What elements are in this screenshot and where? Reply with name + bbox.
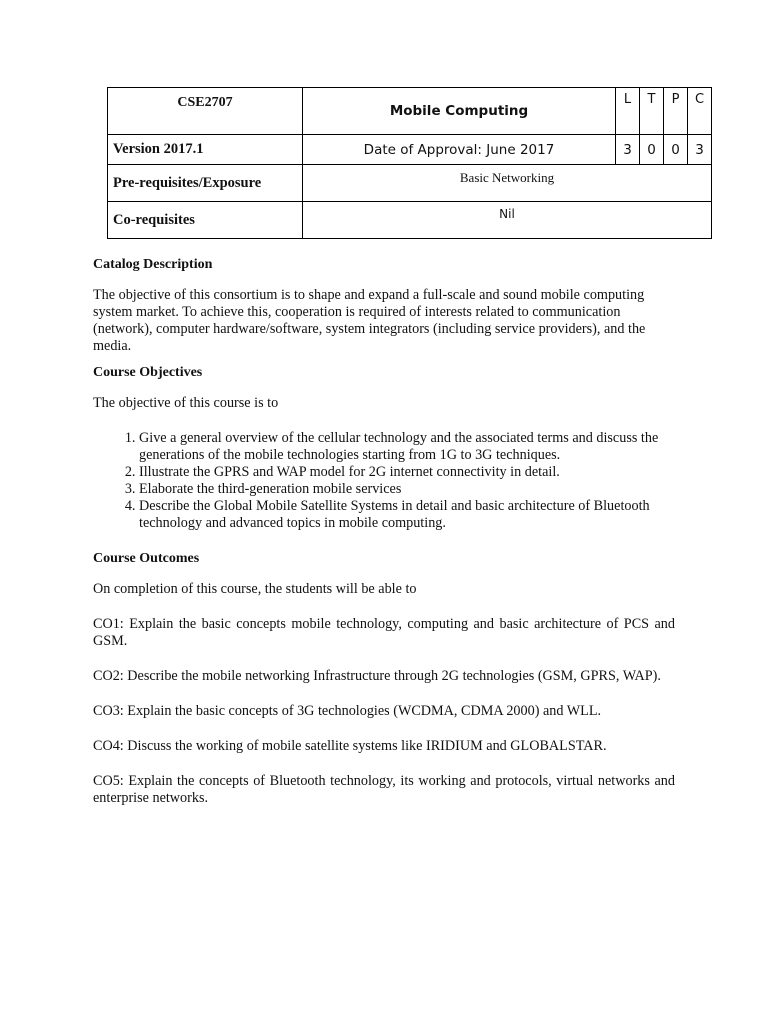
outcomes-heading: Course Outcomes	[93, 551, 200, 566]
coreq-label: Co-requisites	[108, 202, 303, 239]
prereq-value: Basic Networking	[303, 165, 712, 202]
catalog-description: The objective of this consortium is to shape and expand a full-scale and sound mobile computing system market. To achieve this, cooperation is required of interests related to communication (network), computer hardware/software, system integrators (including service providers), and the media.	[93, 287, 646, 354]
ltpc-label-t: T	[640, 88, 664, 135]
objectives-heading: Course Objectives	[93, 365, 203, 380]
ltpc-value-t: 0	[640, 135, 664, 165]
ltpc-value-p: 0	[664, 135, 688, 165]
outcome-item-co4: CO4: Discuss the working of mobile satellite systems like IRIDIUM and GLOBALSTAR.	[93, 738, 607, 754]
objective-item: 3. Elaborate the third-generation mobile services	[139, 481, 675, 498]
course-code: CSE2707	[108, 88, 303, 135]
ltpc-label-c: C	[688, 88, 712, 135]
outcome-item-co5: CO5: Explain the concepts of Bluetooth technology, its working and protocols, virtual networks and enterprise networks.	[93, 773, 675, 806]
outcome-item-co1: CO1: Explain the basic concepts mobile technology, computing and basic architecture of PCS and GSM.	[93, 616, 675, 649]
prereq-label: Pre-requisites/Exposure	[108, 165, 303, 202]
coreq-value: Nil	[303, 202, 712, 239]
objective-item: 1. Give a general overview of the cellular technology and the associated terms and discuss the generations of the mobile technologies starting from 1G to 3G techniques.	[139, 430, 675, 464]
course-version: Version 2017.1	[108, 135, 303, 165]
ltpc-value-l: 3	[616, 135, 640, 165]
ltpc-label-l: L	[616, 88, 640, 135]
outcomes-intro: On completion of this course, the students will be able to	[93, 581, 417, 597]
objectives-list	[93, 430, 675, 532]
ltpc-value-c: 3	[688, 135, 712, 165]
course-title: Mobile Computing	[303, 88, 616, 135]
document-body	[93, 256, 675, 807]
outcome-item-co2: CO2: Describe the mobile networking Infrastructure through 2G technologies (GSM, GPRS, WAP).	[93, 668, 661, 684]
objective-item: 4. Describe the Global Mobile Satellite Systems in detail and basic architecture of Bluetooth technology and advanced topics in mobile computing.	[139, 498, 675, 532]
catalog-heading: Catalog Description	[93, 257, 213, 272]
objectives-intro: The objective of this course is to	[93, 395, 279, 411]
ltpc-label-p: P	[664, 88, 688, 135]
course-header-table	[107, 87, 712, 239]
outcome-item-co3: CO3: Explain the basic concepts of 3G technologies (WCDMA, CDMA 2000) and WLL.	[93, 703, 602, 719]
approval-date: Date of Approval: June 2017	[303, 135, 616, 165]
objective-item: 2. Illustrate the GPRS and WAP model for 2G internet connectivity in detail.	[139, 464, 675, 481]
